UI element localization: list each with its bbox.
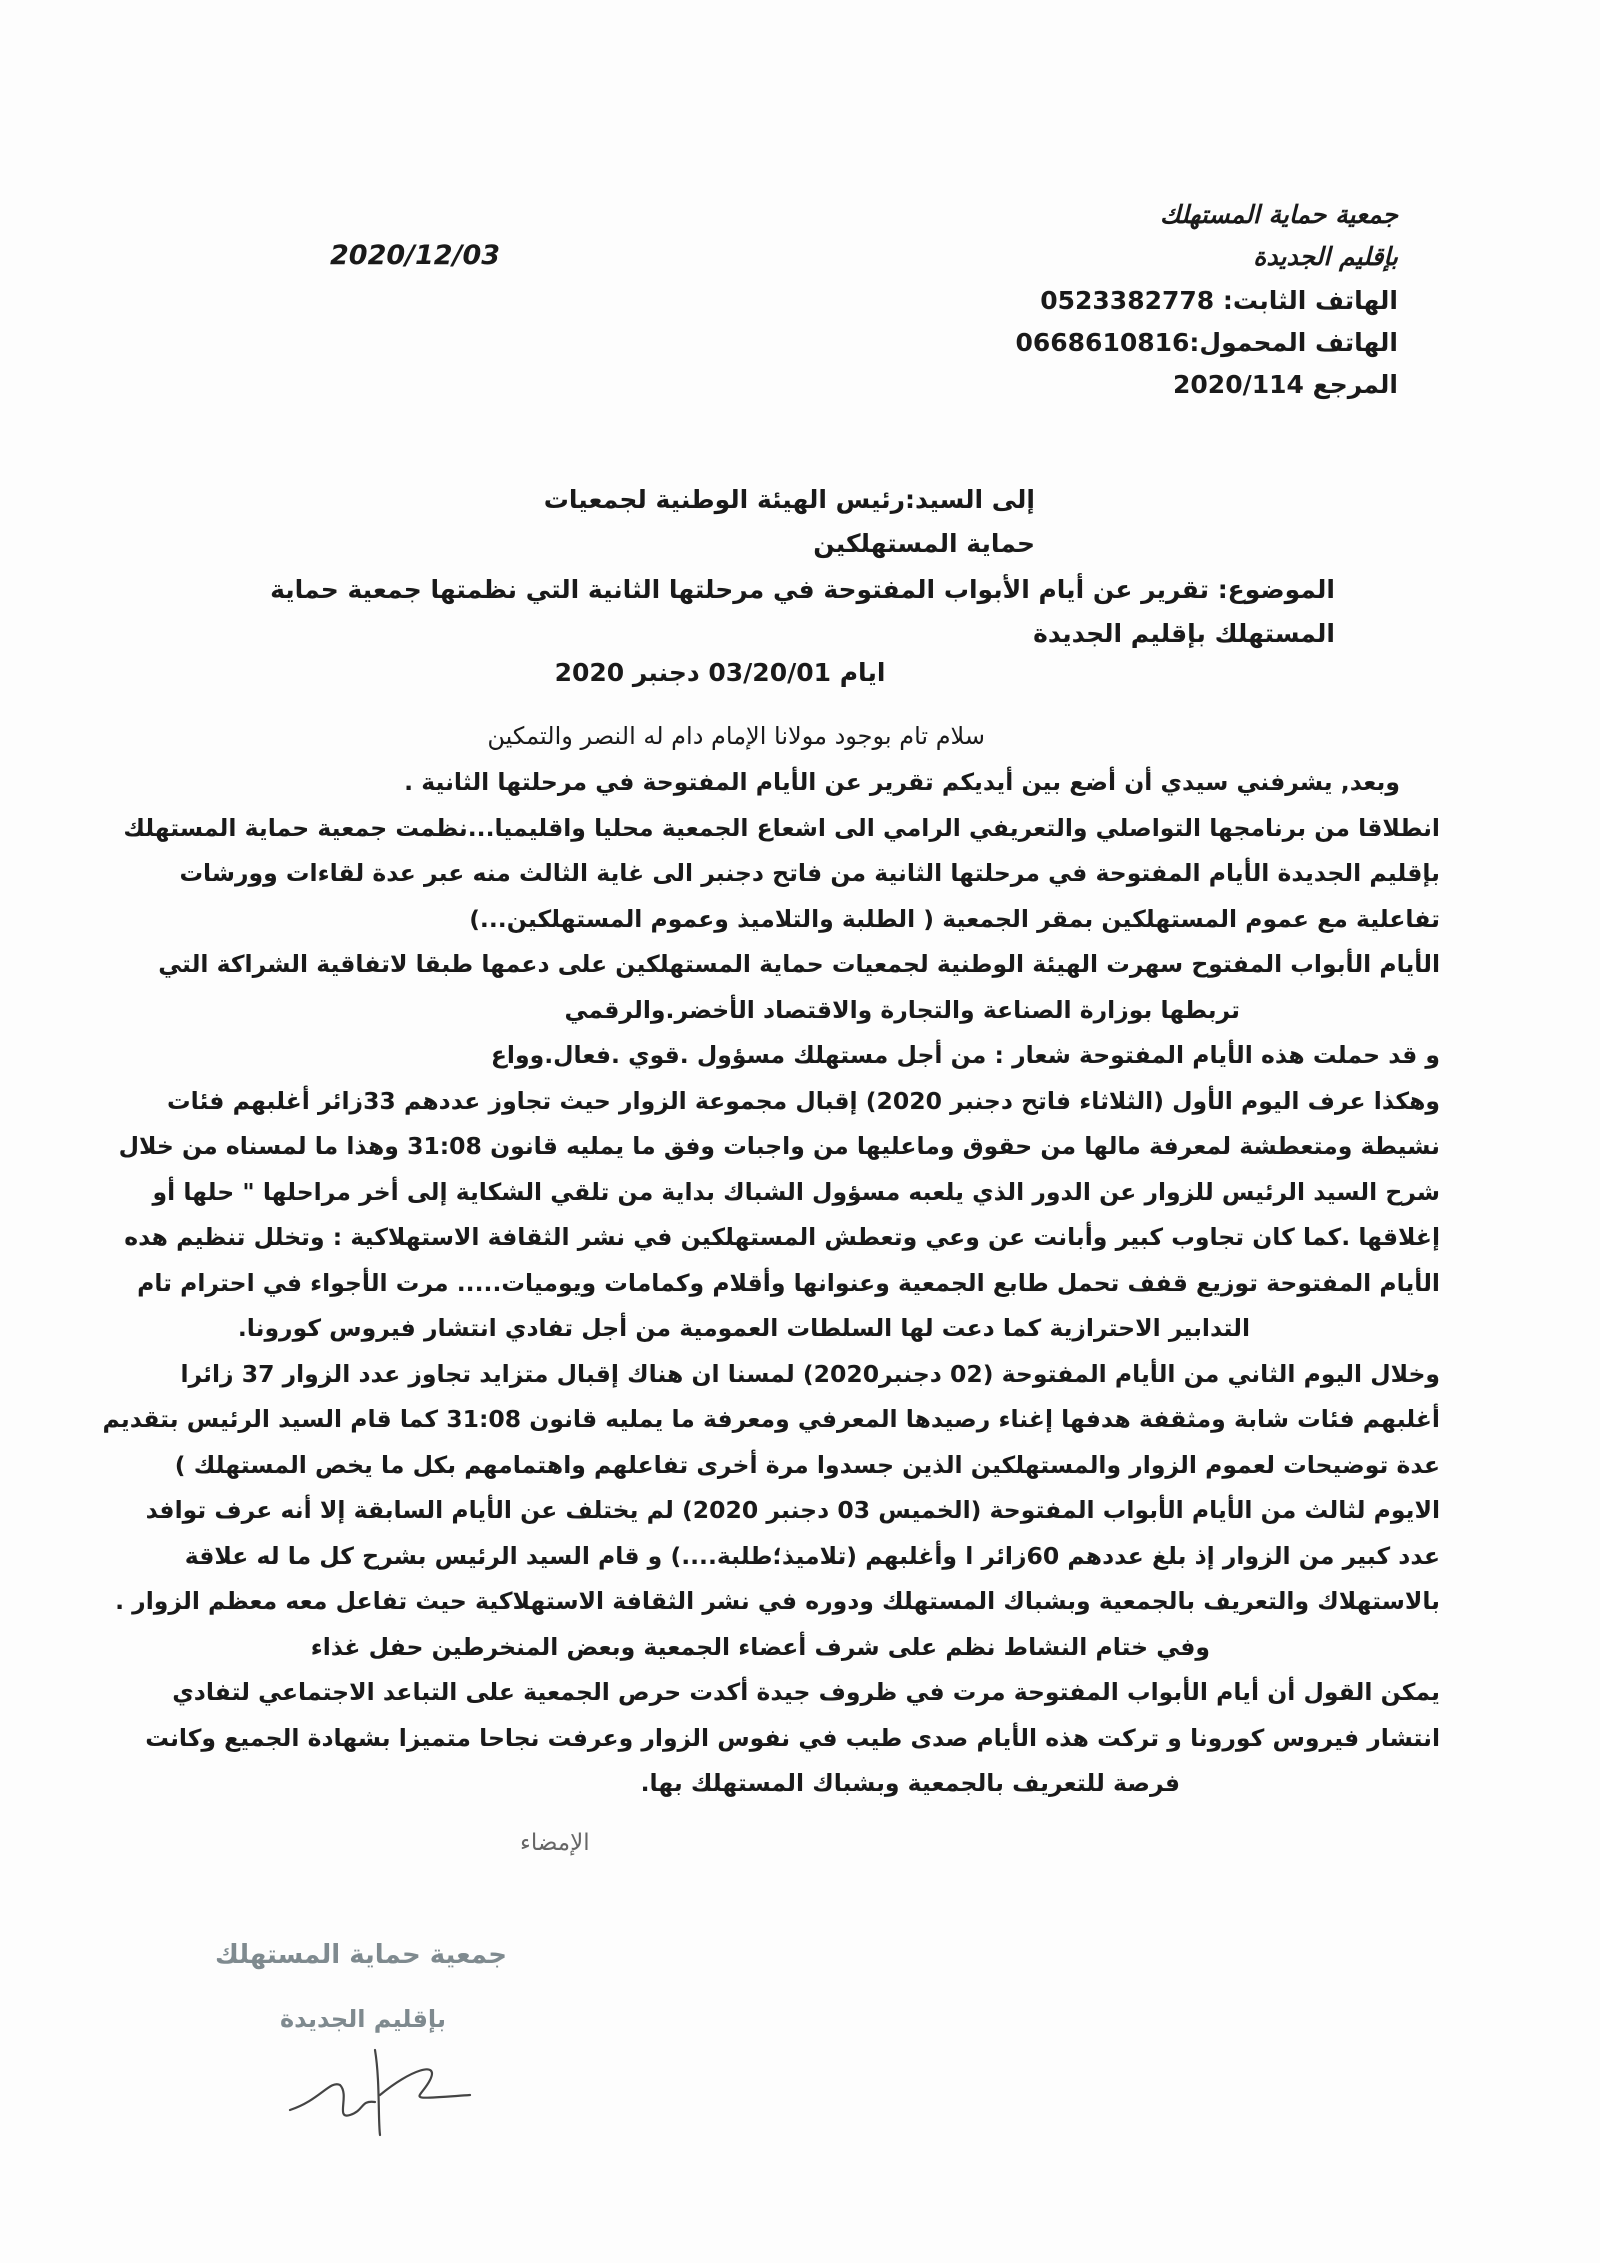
subject-dates: ايام 03/20/01 دجنبر 2020 (554, 658, 886, 687)
body-line: يمكن القول أن أيام الأبواب المفتوحة مرت في ظروف جيدة أكدت حرص الجمعية على التباعد الاجتماعي لتفادي (172, 1678, 1440, 1706)
body-line: شرح السيد الرئيس للزوار عن الدور الذي يلعبه مسؤول الشباك بداية من تلقي الشكاية إلى أخر مراحلها " حلها أو (152, 1177, 1440, 1206)
org-name: جمعية حماية المستهلك (1160, 200, 1398, 229)
body-line: إغلاقها .كما كان تجاوب كبير وأبانت عن وعي وتعطش المستهلكين في نشر الثقافة الاستهلاكية : وتخلل تنظيم هده (124, 1223, 1440, 1251)
body-line: وهكذا عرف اليوم الأول (الثلاثاء فاتح دجنبر 2020) إقبال مجموعة الزوار حيث تجاوز عددهم 33زائر أغلبهم فئات (167, 1086, 1440, 1115)
signature-label: الإمضاء (520, 1830, 590, 1856)
stamp-line-1: جمعية حماية المستهلك (215, 1940, 507, 1970)
landline-phone: الهاتف الثابت: 0523382778 (1040, 286, 1398, 315)
body-line: تفاعلية مع عموم المستهلكين بمقر الجمعية ( الطلبة والتلاميذ وعموم المستهلكين...) (469, 904, 1440, 933)
body-line: فرصة للتعريف بالجمعية وبشباك المستهلك بها. (640, 1769, 1180, 1797)
handwritten-signature (280, 2040, 500, 2140)
body-line: انتشار فيروس كورونا و تركت هذه الأيام صدى طيب في نفوس الزوار وعرفت نجاحا متميزا بشهادة الجميع وكانت (145, 1723, 1440, 1752)
subject-line: الموضوع: تقرير عن أيام الأبواب المفتوحة في مرحلتها الثانية التي نظمتها جمعية حماية المستهلك بإقليم الجديدة (270, 575, 1335, 648)
stamp-line-2: بإقليم الجديدة (280, 2005, 446, 2033)
reference-number: المرجع 2020/114 (1173, 370, 1398, 399)
body-line: تربطها بوزارة الصناعة والتجارة والاقتصاد الأخضر.والرقمي (564, 995, 1240, 1024)
body-line: عدة توضيحات لعموم الزوار والمستهلكين الذين جسدوا مرة أخرى تفاعلهم واهتمامهم بكل ما يخص المستهلك ) (174, 1450, 1440, 1479)
org-region: بإقليم الجديدة (1253, 242, 1398, 271)
body-line: الأيام الأبواب المفتوح سهرت الهيئة الوطنية لجمعيات حماية المستهلكين على دعمها طبقا لاتفاقية الشراكة التي (158, 950, 1440, 978)
body-line: الايوم لثالث من الأيام الأبواب المفتوحة (الخميس 03 دجنبر 2020) لم يختلف عن الأيام السابقة إلا أنه عرف توافد (145, 1496, 1440, 1524)
body-line: انطلاقا من برنامجها التواصلي والتعريفي الرامي الى اشعاع الجمعية محليا واقليميا...نظمت جمعية حماية المستهلك (123, 813, 1440, 842)
recipient: إلى السيد:رئيس الهيئة الوطنية لجمعيات حماية المستهلكين (543, 485, 1035, 558)
letter-date: 2020/12/03 (330, 240, 501, 271)
body-line: بإقليم الجديدة الأيام المفتوحة في مرحلتها الثانية من فاتح دجنبر الى غاية الثالث منه عبر عدة لقاءات وورشات (179, 859, 1440, 887)
salutation: سلام تام بوجود مولانا الإمام دام له النصر والتمكين (487, 722, 985, 750)
mobile-phone: الهاتف المحمول:0668610816 (1015, 328, 1398, 357)
body-line: وخلال اليوم الثاني من الأيام المفتوحة (02 دجنبر2020) لمسنا ان هناك إقبال متزايد تجاوز عدد الزوار 37 زائرا (180, 1359, 1440, 1388)
body-line: الأيام المفتوحة توزيع قفف تحمل طابع الجمعية وعنوانها وأقلام وكمامات ويوميات..... مرت الأجواء في احترام تام (137, 1268, 1440, 1297)
body-line: وبعد, يشرفني سيدي أن أضع بين أيديكم تقرير عن الأيام المفتوحة في مرحلتها الثانية . (404, 768, 1400, 796)
body-line: و قد حملت هذه الأيام المفتوحة شعار : من أجل مستهلك مسؤول .قوي .فعال.وواع (490, 1041, 1440, 1069)
body-line: أغلبهم فئات شابة ومثقفة هدفها إغناء رصيدها المعرفي ومعرفة ما يمليه قانون 31:08 كما قام السيد الرئيس بتقديم (102, 1405, 1440, 1433)
body-line: عدد كبير من الزوار إذ بلغ عددهم 60زائر ا وأغلبهم (تلاميذ؛طلبة....) و قام السيد الرئيس بشرح كل ما له علاقة (184, 1541, 1440, 1570)
body-line: التدابير الاحترازية كما دعت لها السلطات العمومية من أجل تفادي انتشار فيروس كورونا. (237, 1314, 1250, 1342)
body-line: نشيطة ومتعطشة لمعرفة مالها من حقوق وماعليها من واجبات وفق ما يمليه قانون 31:08 وهذا ما لمسناه من خلال (118, 1132, 1440, 1160)
body-line: وفي ختام النشاط نظم على شرف أعضاء الجمعية وبعض المنخرطين حفل غذاء (310, 1632, 1210, 1661)
body-line: بالاستهلاك والتعريف بالجمعية وبشباك المستهلك ودوره في نشر الثقافة الاستهلاكية حيث تفاعل معه معظم الزوار . (115, 1587, 1440, 1615)
